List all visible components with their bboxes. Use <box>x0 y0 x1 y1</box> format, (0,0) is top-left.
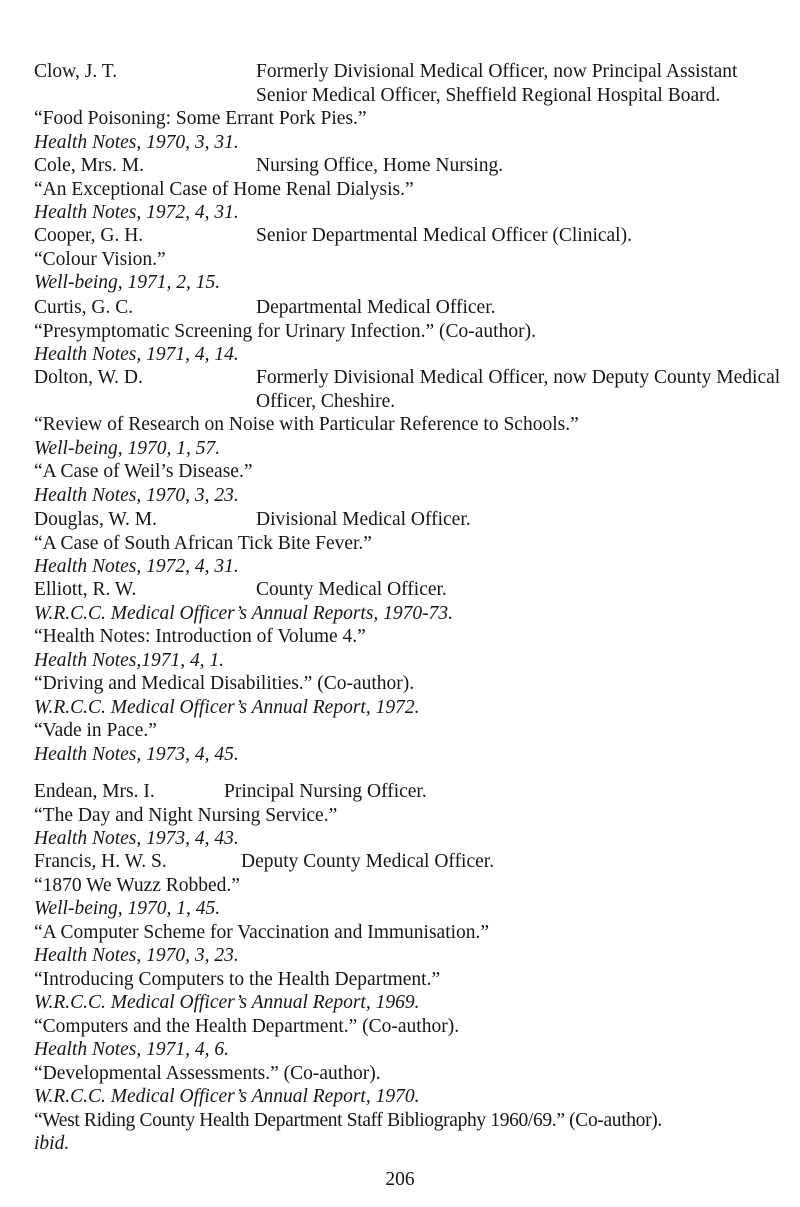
publication-title: “Review of Research on Noise with Particular Reference to Schools.” <box>34 414 579 435</box>
author-name: Clow, J. T. <box>34 61 118 82</box>
publication-title: “Introducing Computers to the Health Department.” <box>34 968 441 990</box>
publication-citation: Health Notes, 1972, 4, 31. <box>34 202 239 223</box>
author-role: Principal Nursing Officer. <box>224 781 427 802</box>
entry-francis <box>34 850 794 1156</box>
author-name: Cooper, G. H. <box>34 225 144 246</box>
publication-citation: Health Notes, 1970, 3, 23. <box>34 484 239 506</box>
author-name: Elliott, R. W. <box>34 579 137 600</box>
entry-header <box>34 296 794 320</box>
author-role: Senior Departmental Medical Officer (Clinical). <box>256 225 632 246</box>
publication-citation: Health Notes, 1973, 4, 45. <box>34 743 239 765</box>
publication-title: “Health Notes: Introduction of Volume 4.” <box>34 626 366 647</box>
publication-citation: Health Notes, 1971, 4, 14. <box>34 344 239 365</box>
publication-citation: W.R.C.C. Medical Officer’s Annual Report, 1972. <box>34 696 420 718</box>
publication-title: “Developmental Assessments.” (Co-author). <box>34 1062 381 1084</box>
publication-citation: ibid. <box>34 1133 70 1154</box>
publication-title: “Driving and Medical Disabilities.” (Co-author). <box>34 673 415 694</box>
publication-title: “Vade in Pace.” <box>34 720 157 741</box>
publication-citation: Health Notes, 1970, 3, 23. <box>34 945 239 966</box>
entry-header <box>34 154 794 178</box>
author-role: Divisional Medical Officer. <box>256 509 471 530</box>
publication-title: “Colour Vision.” <box>34 248 166 270</box>
entry-header <box>34 850 794 874</box>
publication-citation: Health Notes, 1973, 4, 43. <box>34 828 239 849</box>
author-role: Formerly Divisional Medical Officer, now Deputy County Medical <box>256 367 781 388</box>
author-role-continued: Senior Medical Officer, Sheffield Regional Hospital Board. <box>256 84 721 106</box>
page-number: 206 <box>385 1169 415 1190</box>
author-role: Deputy County Medical Officer. <box>241 851 495 872</box>
entry-dolton <box>34 366 794 507</box>
publication-title: “West Riding County Health Department Staff Bibliography 1960/69.” (Co-author). <box>34 1109 662 1131</box>
publication-title: “1870 We Wuzz Robbed.” <box>34 874 240 896</box>
entry-endean <box>34 780 794 851</box>
publication-citation: Health Notes, 1972, 4, 31. <box>34 556 239 577</box>
entry-header <box>34 60 794 84</box>
author-name: Dolton, W. D. <box>34 367 143 388</box>
publication-title: “The Day and Night Nursing Service.” <box>34 804 338 826</box>
entry-header <box>34 780 794 804</box>
publication-title: “A Case of South African Tick Bite Fever.” <box>34 532 372 554</box>
publication-title: “Food Poisoning: Some Errant Pork Pies.” <box>34 108 367 129</box>
publication-citation: W.R.C.C. Medical Officer’s Annual Report, 1969. <box>34 992 420 1013</box>
author-name: Endean, Mrs. I. <box>34 781 155 802</box>
publication-title: “A Computer Scheme for Vaccination and Immunisation.” <box>34 921 490 943</box>
publication-citation: Health Notes, 1971, 4, 6. <box>34 1039 229 1060</box>
entry-cole <box>34 154 794 225</box>
publication-citation: Well-being, 1970, 1, 45. <box>34 898 221 919</box>
publication-citation: Well-being, 1971, 2, 15. <box>34 272 221 293</box>
publication-citation: W.R.C.C. Medical Officer’s Annual Reports, 1970-73. <box>34 602 454 624</box>
entry-douglas <box>34 508 794 579</box>
author-role-continued: Officer, Cheshire. <box>256 390 396 412</box>
author-role: Nursing Office, Home Nursing. <box>256 155 504 176</box>
entry-elliott <box>34 578 794 766</box>
publication-citation: W.R.C.C. Medical Officer’s Annual Report, 1970. <box>34 1086 420 1107</box>
publication-title: “A Case of Weil’s Disease.” <box>34 461 253 482</box>
entry-header <box>34 366 794 390</box>
author-name: Cole, Mrs. M. <box>34 155 144 176</box>
author-role: Formerly Divisional Medical Officer, now Principal Assistant <box>256 61 738 82</box>
author-name: Francis, H. W. S. <box>34 851 167 872</box>
author-name: Douglas, W. M. <box>34 509 157 530</box>
author-name: Curtis, G. C. <box>34 297 134 318</box>
entry-curtis <box>34 296 794 367</box>
publication-citation: Health Notes,1971, 4, 1. <box>34 649 225 671</box>
entry-header <box>34 578 794 602</box>
entry-header <box>34 508 794 532</box>
author-role: County Medical Officer. <box>256 579 447 600</box>
publication-title: “Computers and the Health Department.” (Co-author). <box>34 1015 460 1037</box>
publication-citation: Health Notes, 1970, 3, 31. <box>34 131 239 153</box>
entry-cooper <box>34 224 794 295</box>
publication-citation: Well-being, 1970, 1, 57. <box>34 437 221 459</box>
publication-title: “An Exceptional Case of Home Renal Dialysis.” <box>34 178 414 200</box>
author-role: Departmental Medical Officer. <box>256 297 496 318</box>
entry-header <box>34 224 794 248</box>
entry-clow <box>34 60 794 154</box>
publication-title: “Presymptomatic Screening for Urinary Infection.” (Co-author). <box>34 320 536 342</box>
